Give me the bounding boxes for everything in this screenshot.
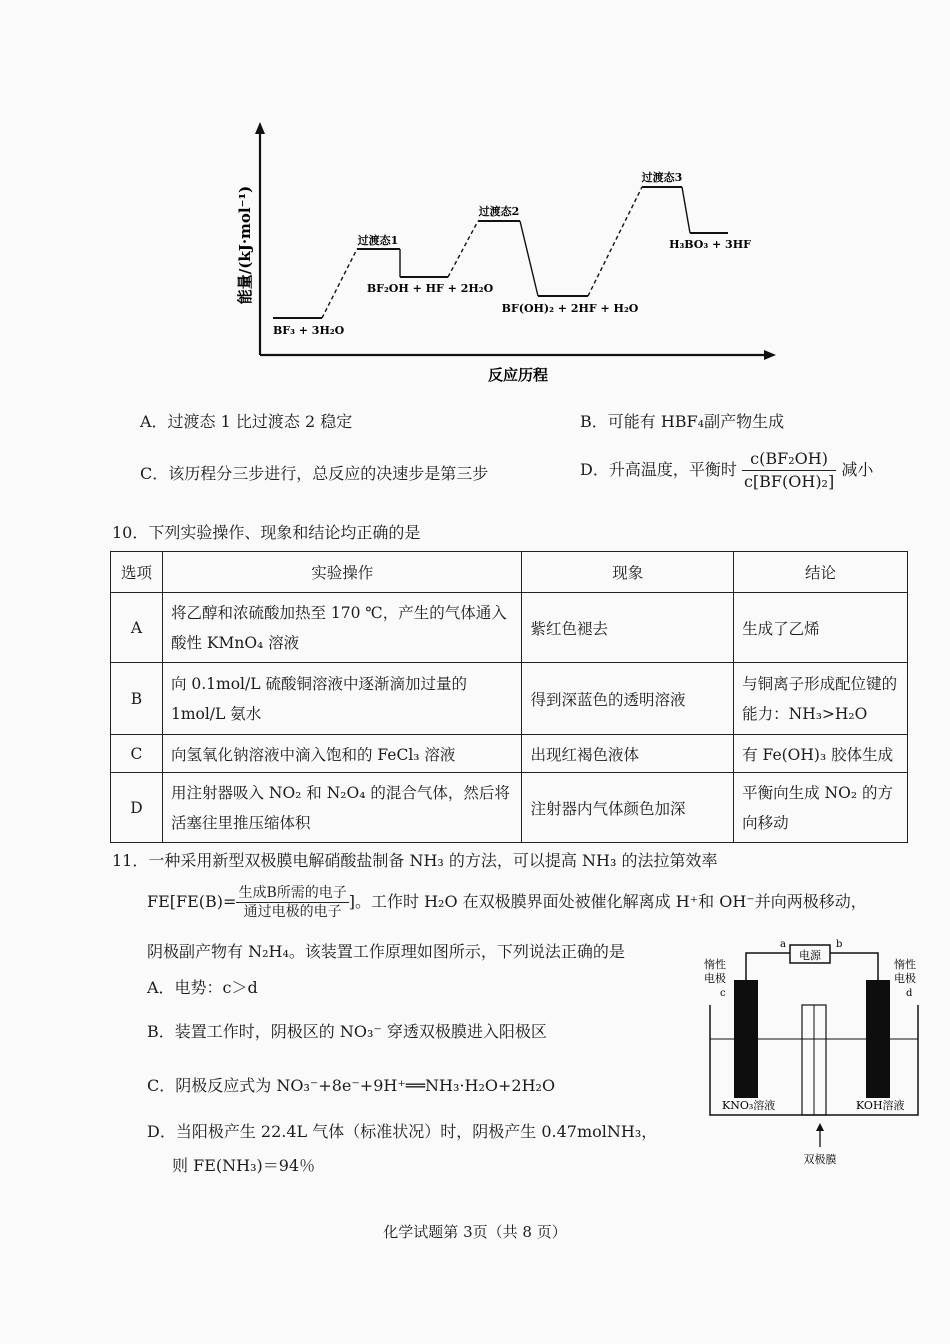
q11-fe-num: 生成B所需的电子 xyxy=(238,885,347,901)
q11-option-b: B．装置工作时，阴极区的 NO₃⁻ 穿透双极膜进入阳极区 xyxy=(147,1022,547,1041)
table-row xyxy=(111,735,908,773)
level-label: 过渡态3 xyxy=(641,171,683,184)
table-row xyxy=(111,593,908,663)
left-electrode-label: 惰性 xyxy=(704,958,726,971)
q11-fe-definition xyxy=(147,884,867,921)
level-label: H₃BO₃ + 3HF xyxy=(669,238,751,251)
q9-fraction xyxy=(742,448,836,493)
q11-option-c: C．阴极反应式为 NO₃⁻+8e⁻+9H⁺══NH₃·H₂O+2H₂O xyxy=(147,1076,556,1095)
q11-line3: 阴极副产物有 N₂H₄。该装置工作原理如图所示，下列说法正确的是 xyxy=(147,942,625,961)
row-option: A xyxy=(111,593,163,663)
power-supply-label: 电源 xyxy=(799,949,821,962)
row-conclusion: 有 Fe(OH)₃ 胶体生成 xyxy=(734,735,908,773)
level-label: BF₂OH + HF + 2H₂O xyxy=(366,282,494,295)
row-operation: 向氢氧化钠溶液中滴入饱和的 FeCl₃ 溶液 xyxy=(162,735,522,773)
q11-option-d-cont: 则 FE(NH₃)＝94％ xyxy=(172,1156,316,1175)
table-row xyxy=(111,663,908,735)
terminal-b-label: b xyxy=(836,939,843,950)
row-phenomenon: 紫红色褪去 xyxy=(522,593,734,663)
q10-table xyxy=(110,551,908,843)
row-operation: 将乙醇和浓硫酸加热至 170 ℃，产生的气体通入酸性 KMnO₄ 溶液 xyxy=(162,593,522,663)
row-option: D xyxy=(111,773,163,843)
x-axis-label: 反应历程 xyxy=(487,366,549,384)
q11-fe-fraction xyxy=(236,884,348,921)
q11-fe-den: 通过电极的电子 xyxy=(243,904,342,920)
q11-line1: 11．一种采用新型双极膜电解硝酸盐制备 NH₃ 的方法，可以提高 NH₃ 的法拉第效率 xyxy=(112,851,718,870)
right-electrode-label: 惰性 xyxy=(894,958,916,971)
q11-fe-prefix: FE[FE(B)= xyxy=(147,892,237,911)
row-option: B xyxy=(111,663,163,735)
level-label: 过渡态2 xyxy=(478,205,520,218)
energy-profile-diagram xyxy=(0,0,950,400)
q9-option-d xyxy=(580,448,873,493)
right-electrode-label: 电极 xyxy=(894,972,916,985)
left-electrode xyxy=(734,980,758,1098)
row-phenomenon: 得到深蓝色的透明溶液 xyxy=(522,663,734,735)
left-solution-label: KNO₃溶液 xyxy=(722,1099,776,1112)
row-operation: 向 0.1mol/L 硫酸铜溶液中逐渐滴加过量的 1mol/L 氨水 xyxy=(162,663,522,735)
electrolysis-cell-diagram xyxy=(690,935,930,1170)
header-phenomenon: 现象 xyxy=(522,552,734,593)
q9-option-d-suffix: 减小 xyxy=(841,460,874,479)
level-label: BF₃ + 3H₂O xyxy=(273,324,345,337)
row-phenomenon: 注射器内气体颜色加深 xyxy=(522,773,734,843)
row-option: C xyxy=(111,735,163,773)
q9-option-c: C．该历程分三步进行，总反应的决速步是第三步 xyxy=(140,464,489,483)
q9-fraction-den: c[BF(OH)₂] xyxy=(743,472,835,491)
right-solution-label: KOH溶液 xyxy=(856,1099,905,1112)
level-label: BF(OH)₂ + 2HF + H₂O xyxy=(501,302,639,315)
q10-stem: 10．下列实验操作、现象和结论均正确的是 xyxy=(112,523,421,542)
membrane-label: 双极膜 xyxy=(803,1153,837,1166)
q11-option-a: A．电势：c＞d xyxy=(147,978,258,997)
right-electrode xyxy=(866,980,890,1098)
q9-option-d-prefix: D．升高温度，平衡时 xyxy=(580,460,737,479)
header-conclusion: 结论 xyxy=(734,552,908,593)
table-header-row xyxy=(111,552,908,593)
electrode-c-label: c xyxy=(720,988,726,999)
q11-fe-suffix: ]。工作时 H₂O 在双极膜界面处被催化解离成 H⁺和 OH⁻并向两极移动， xyxy=(348,892,867,911)
header-operation: 实验操作 xyxy=(162,552,522,593)
row-operation: 用注射器吸入 NO₂ 和 N₂O₄ 的混合气体，然后将活塞往里推压缩体积 xyxy=(162,773,522,843)
row-phenomenon: 出现红褐色液体 xyxy=(522,735,734,773)
row-conclusion: 平衡向生成 NO₂ 的方向移动 xyxy=(734,773,908,843)
terminal-a-label: a xyxy=(780,939,786,950)
q9-fraction-num: c(BF₂OH) xyxy=(742,448,836,471)
row-conclusion: 生成了乙烯 xyxy=(734,593,908,663)
left-electrode-label: 电极 xyxy=(704,972,726,985)
y-axis-label: 能量/(kJ·mol⁻¹) xyxy=(236,185,254,305)
table-row xyxy=(111,773,908,843)
q9-option-a: A．过渡态 1 比过渡态 2 稳定 xyxy=(140,412,353,431)
header-option: 选项 xyxy=(111,552,163,593)
electrode-d-label: d xyxy=(906,988,913,999)
q11-option-d: D．当阳极产生 22.4L 气体（标准状况）时，阴极产生 0.47molNH₃， xyxy=(147,1122,658,1141)
q9-option-b: B．可能有 HBF₄副产物生成 xyxy=(580,412,785,431)
row-conclusion: 与铜离子形成配位键的能力：NH₃>H₂O xyxy=(734,663,908,735)
page-footer: 化学试题第 3页（共 8 页） xyxy=(383,1223,567,1241)
level-label: 过渡态1 xyxy=(357,234,399,247)
